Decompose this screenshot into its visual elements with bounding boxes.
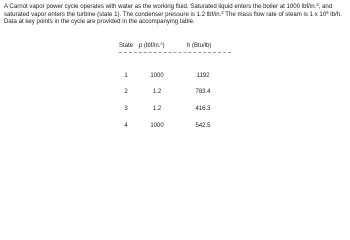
problem-text-4: lb/h. Data at key points in the cycle are provided in the accompanying table. bbox=[4, 10, 342, 26]
superscript: 2 bbox=[316, 1, 319, 7]
header-pressure-text: p (lbf/in. bbox=[139, 43, 161, 49]
state-cell: 3 bbox=[124, 106, 128, 112]
header-state: State bbox=[119, 43, 134, 49]
superscript: 6 bbox=[326, 9, 329, 15]
problem-statement bbox=[4, 3, 348, 26]
table-row bbox=[119, 73, 231, 82]
superscript: 2 bbox=[221, 9, 224, 15]
header-enthalpy: h (Btu/lb) bbox=[187, 43, 212, 49]
table-row bbox=[119, 89, 231, 98]
pressure-cell: 1.2 bbox=[152, 89, 162, 95]
pressure-cell: 1.2 bbox=[152, 106, 162, 112]
state-data-table bbox=[119, 41, 231, 129]
enthalpy-cell: 542.5 bbox=[195, 123, 211, 129]
enthalpy-cell: 416.3 bbox=[195, 106, 211, 112]
state-cell: 2 bbox=[124, 89, 128, 95]
enthalpy-cell: 783.4 bbox=[195, 89, 211, 95]
problem-text-3: The mass flow rate of steam is 1 x 10 bbox=[223, 10, 327, 18]
pressure-cell: 1000 bbox=[150, 73, 164, 79]
superscript: 2 bbox=[160, 41, 163, 46]
table-header bbox=[119, 43, 231, 52]
header-pressure-close: ) bbox=[162, 43, 165, 49]
table-row bbox=[119, 123, 231, 132]
problem-text-2: , and saturated vapor enters the turbine (state 1). The condenser pressure is 1.2 lbf/in. bbox=[4, 3, 333, 18]
state-cell: 1 bbox=[124, 73, 128, 79]
problem-text-1: A Carnot vapor power cycle operates with water as the working fluid. Saturated liquid enters the boiler at 1000 lbf/in. bbox=[4, 3, 317, 10]
header-pressure bbox=[139, 43, 179, 49]
pressure-cell: 1000 bbox=[150, 123, 164, 129]
table-divider bbox=[119, 52, 231, 53]
enthalpy-cell: 1192 bbox=[196, 73, 210, 79]
table-row bbox=[119, 106, 231, 115]
state-cell: 4 bbox=[124, 123, 128, 129]
